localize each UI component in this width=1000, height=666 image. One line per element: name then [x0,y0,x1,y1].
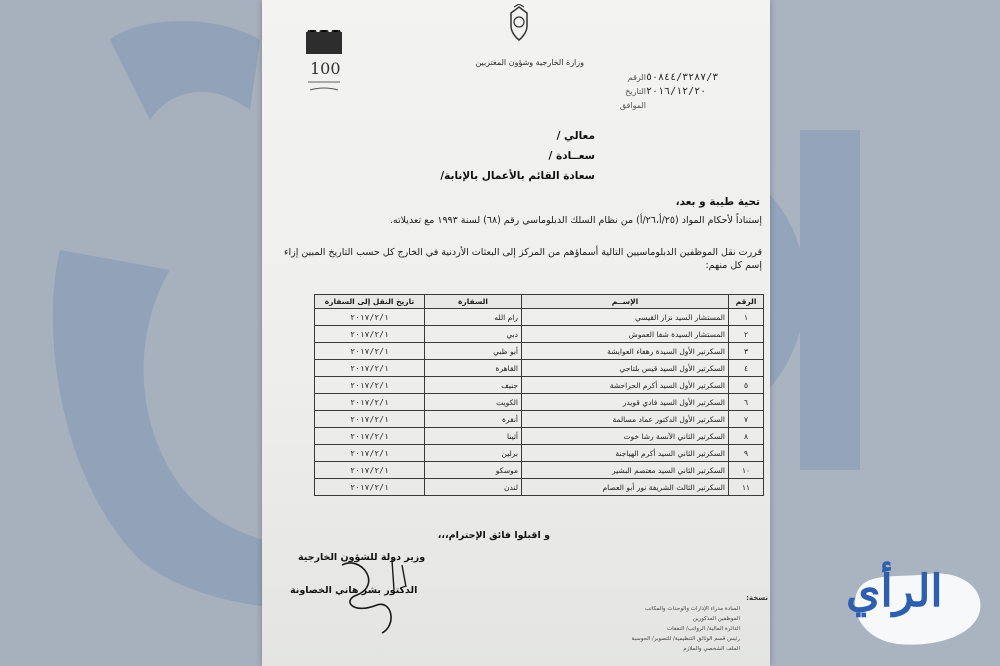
table-row [315,309,764,326]
centennial-number: 100 [310,59,341,78]
header-name: الإســم [522,295,729,309]
table-row [315,462,764,479]
table-row [315,343,764,360]
row-number: ٣ [729,343,764,360]
row-embassy: موسكو [425,462,522,479]
row-name: السكرتير الأول السيد فادي قويدر [522,394,729,411]
row-number: ٨ [729,428,764,445]
row-date: ٢٠١٧/٢/١ [315,479,425,496]
row-embassy: الكويت [425,394,522,411]
row-name: السكرتير الأول السيد قيس بلتاجي [522,360,729,377]
table-row [315,411,764,428]
date-value: ٢٠١٦/١٢/٢٠ [646,85,707,97]
row-embassy: أنقرة [425,411,522,428]
ministry-name: وزارة الخارجية وشؤون المغتربين [475,58,584,67]
row-date: ٢٠١٧/٢/١ [315,326,425,343]
row-embassy: أثينا [425,428,522,445]
cc-item: الملف الشخصي والملازم [683,646,740,652]
row-name: السكرتير الأول السيدة رهفاء العوايشة [522,343,729,360]
table-row [315,326,764,343]
row-number: ٢ [729,326,764,343]
row-number: ١١ [729,479,764,496]
header-number: الرقم [729,295,764,309]
row-number: ١٠ [729,462,764,479]
row-embassy: لندن [425,479,522,496]
paragraph-legal-basis: إستناداً لأحكام المواد (٢٥/أ،٢٦/أ) من نظام السلك الدبلوماسي رقم (٦٨) لسنة ١٩٩٣ مع تعديلاته. [389,215,762,226]
centennial-logo-icon [302,30,346,100]
row-number: ٦ [729,394,764,411]
cc-item: رئيس قسم الوثائق التنظيمية/ للتصوير/ الحوسبة [631,636,740,642]
table-row [315,445,764,462]
ref-value: ٥٠٨٤٤/٣٢٨٧/٣ [646,71,719,83]
table-header-row [315,295,764,309]
document-page [262,0,770,666]
row-embassy: أبو ظبي [425,343,522,360]
row-name: المستشار السيد نزار القيسي [522,309,729,326]
cc-list [440,604,740,654]
alrai-logo-text: الرأي [846,566,943,617]
row-name: المستشار السيدة شفا العموش [522,326,729,343]
cc-item: الموظفين المذكورين [692,616,740,622]
row-name: السكرتير الثاني السيد أكرم الهياجنة [522,445,729,462]
table-row [315,428,764,445]
row-embassy: رام الله [425,309,522,326]
greeting: تحية طيبة و بعد، [675,196,760,208]
reference-block [608,70,768,112]
table-row [315,394,764,411]
row-date: ٢٠١٧/٢/١ [315,462,425,479]
row-date: ٢٠١٧/٢/١ [315,394,425,411]
hijri-label: الموافق [619,100,646,110]
row-name: السكرتير الثاني السيد معتصم البشير [522,462,729,479]
header-date: تاريخ النقل إلى السفارة [315,295,425,309]
row-date: ٢٠١٧/٢/١ [315,360,425,377]
signatory-title: وزير دولة للشؤون الخارجية [298,552,426,563]
hijri-row [608,98,768,112]
paragraph-decision: قررت نقل الموظفين الدبلوماسيين التالية أسماؤهم من المركز إلى البعثات الأردنية في الخارج كل حسب التاريخ المبين إزاء إسم كل منهم: [284,247,762,271]
background-left [0,0,262,666]
row-number: ١ [729,309,764,326]
table-row [315,377,764,394]
address-line-1: معالي / [556,130,595,142]
header-embassy: السفارة [425,295,522,309]
row-date: ٢٠١٧/٢/١ [315,411,425,428]
row-embassy: دبي [425,326,522,343]
table-row [315,360,764,377]
address-line-2: سعــادة / [548,150,595,162]
cc-item: السادة مدراء الإدارات والوحدات والمكاتب [644,606,740,612]
row-name: السكرتير الأول السيد أكرم الحراحشة [522,377,729,394]
row-embassy: جنيف [425,377,522,394]
ref-label: الرقم [627,72,646,82]
date-label: التاريخ [625,86,646,96]
closing-line: و اقبلوا فائق الإحترام،،، [437,530,550,541]
date-row [608,84,768,98]
row-date: ٢٠١٧/٢/١ [315,343,425,360]
row-name: السكرتير الثاني الآنسة رشا خوت [522,428,729,445]
transfers-table [314,294,764,496]
row-date: ٢٠١٧/٢/١ [315,309,425,326]
row-number: ٥ [729,377,764,394]
table-row [315,479,764,496]
coat-of-arms-icon [502,4,536,44]
address-line-3: سعادة القائم بالأعمال بالإنابة/ [440,170,595,182]
row-date: ٢٠١٧/٢/١ [315,377,425,394]
row-number: ٩ [729,445,764,462]
row-embassy: القاهرة [425,360,522,377]
ref-row [608,70,768,84]
row-date: ٢٠١٧/٢/١ [315,445,425,462]
row-date: ٢٠١٧/٢/١ [315,428,425,445]
row-embassy: برلين [425,445,522,462]
signatory-name: الدكتور بشر هاني الخصاونة [290,585,418,596]
copy-label: نسخة: [746,594,768,602]
row-name: السكرتير الأول الدكتور عماد مسالمة [522,411,729,428]
row-number: ٤ [729,360,764,377]
cc-item: الدائرة المالية/ الرواتب/ النفقات [667,626,740,632]
row-name: السكرتير الثالث الشريفة نور أبو العصام [522,479,729,496]
row-number: ٧ [729,411,764,428]
